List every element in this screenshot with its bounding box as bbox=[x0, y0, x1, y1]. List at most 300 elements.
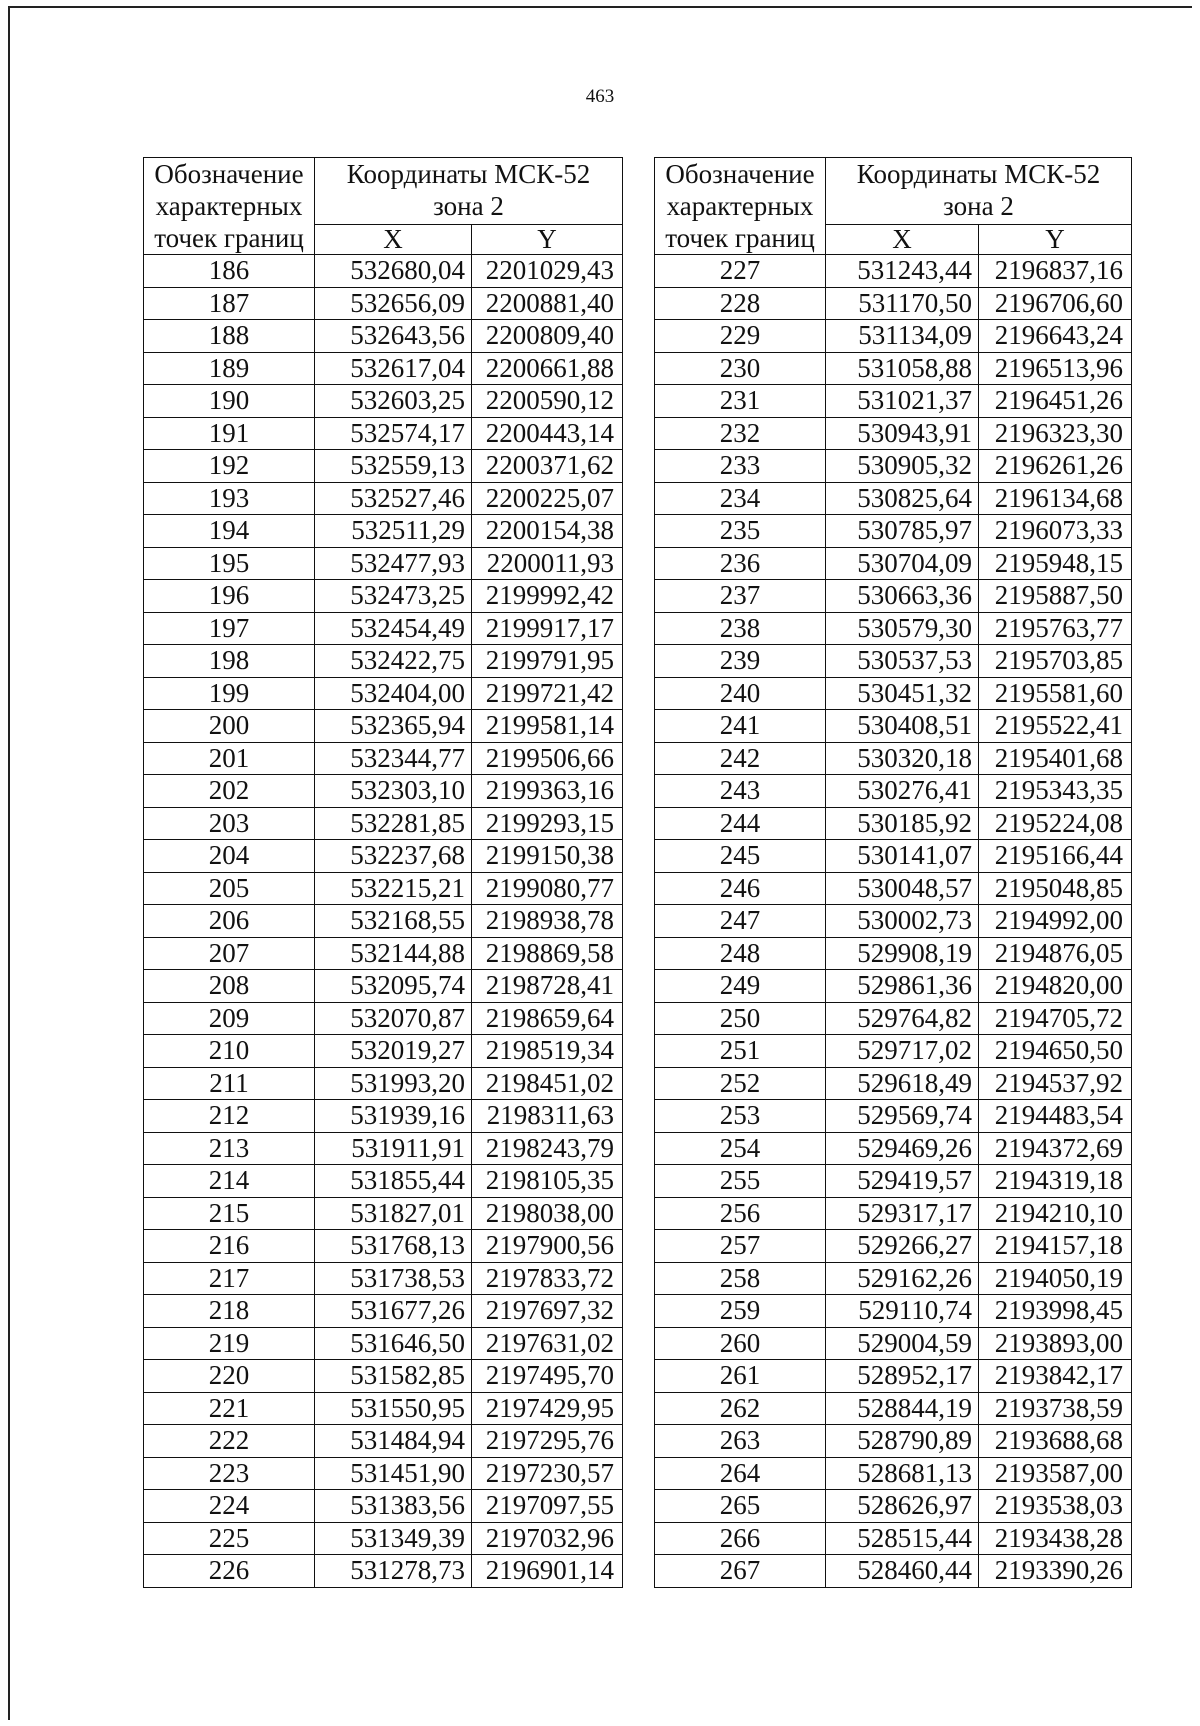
table-row bbox=[655, 287, 1132, 320]
table-row bbox=[655, 742, 1132, 775]
point-id-cell: 232 bbox=[655, 417, 826, 450]
point-id-cell: 224 bbox=[144, 1490, 315, 1523]
point-id-cell: 238 bbox=[655, 612, 826, 645]
y-coordinate-cell: 2198869,58 bbox=[472, 937, 623, 970]
point-id-cell: 213 bbox=[144, 1132, 315, 1165]
point-id-cell: 204 bbox=[144, 840, 315, 873]
y-coordinate-cell: 2198728,41 bbox=[472, 970, 623, 1003]
y-coordinate-cell: 2197697,32 bbox=[472, 1295, 623, 1328]
y-coordinate-cell: 2193587,00 bbox=[979, 1457, 1132, 1490]
table-row bbox=[655, 547, 1132, 580]
x-coordinate-cell: 532070,87 bbox=[315, 1002, 472, 1035]
x-coordinate-cell: 528515,44 bbox=[826, 1522, 979, 1555]
point-id-cell: 234 bbox=[655, 482, 826, 515]
x-coordinate-cell: 532643,56 bbox=[315, 320, 472, 353]
point-id-cell: 237 bbox=[655, 580, 826, 613]
point-id-cell: 244 bbox=[655, 807, 826, 840]
header-coordinates: Координаты МСК-52 зона 2 bbox=[826, 158, 1132, 225]
y-coordinate-cell: 2199293,15 bbox=[472, 807, 623, 840]
table-row bbox=[655, 775, 1132, 808]
header-point-designation: Обозначение характерных точек границ bbox=[144, 158, 315, 255]
x-coordinate-cell: 529569,74 bbox=[826, 1100, 979, 1133]
table-row bbox=[655, 1165, 1132, 1198]
x-coordinate-cell: 531677,26 bbox=[315, 1295, 472, 1328]
x-coordinate-cell: 532237,68 bbox=[315, 840, 472, 873]
x-coordinate-cell: 532656,09 bbox=[315, 287, 472, 320]
y-coordinate-cell: 2194537,92 bbox=[979, 1067, 1132, 1100]
point-id-cell: 218 bbox=[144, 1295, 315, 1328]
table-row bbox=[144, 1392, 623, 1425]
point-id-cell: 252 bbox=[655, 1067, 826, 1100]
point-id-cell: 192 bbox=[144, 450, 315, 483]
point-id-cell: 242 bbox=[655, 742, 826, 775]
y-coordinate-cell: 2199363,16 bbox=[472, 775, 623, 808]
point-id-cell: 202 bbox=[144, 775, 315, 808]
point-id-cell: 264 bbox=[655, 1457, 826, 1490]
point-id-cell: 250 bbox=[655, 1002, 826, 1035]
x-coordinate-cell: 532095,74 bbox=[315, 970, 472, 1003]
y-coordinate-cell: 2194820,00 bbox=[979, 970, 1132, 1003]
point-id-cell: 196 bbox=[144, 580, 315, 613]
y-coordinate-cell: 2198659,64 bbox=[472, 1002, 623, 1035]
y-coordinate-cell: 2193842,17 bbox=[979, 1360, 1132, 1393]
table-row bbox=[655, 1392, 1132, 1425]
table-row bbox=[144, 742, 623, 775]
x-coordinate-cell: 529266,27 bbox=[826, 1230, 979, 1263]
table-row bbox=[144, 872, 623, 905]
y-coordinate-cell: 2200443,14 bbox=[472, 417, 623, 450]
x-coordinate-cell: 531768,13 bbox=[315, 1230, 472, 1263]
y-coordinate-cell: 2200225,07 bbox=[472, 482, 623, 515]
table-row bbox=[144, 1425, 623, 1458]
x-coordinate-cell: 531827,01 bbox=[315, 1197, 472, 1230]
y-coordinate-cell: 2198451,02 bbox=[472, 1067, 623, 1100]
x-coordinate-cell: 530408,51 bbox=[826, 710, 979, 743]
table-row bbox=[655, 872, 1132, 905]
x-coordinate-cell: 532168,55 bbox=[315, 905, 472, 938]
x-coordinate-cell: 531855,44 bbox=[315, 1165, 472, 1198]
y-coordinate-cell: 2199150,38 bbox=[472, 840, 623, 873]
y-coordinate-cell: 2195224,08 bbox=[979, 807, 1132, 840]
y-coordinate-cell: 2195343,35 bbox=[979, 775, 1132, 808]
point-id-cell: 203 bbox=[144, 807, 315, 840]
table-row bbox=[144, 775, 623, 808]
y-coordinate-cell: 2195401,68 bbox=[979, 742, 1132, 775]
header-y: Y bbox=[472, 225, 623, 255]
table-row bbox=[144, 1002, 623, 1035]
point-id-cell: 248 bbox=[655, 937, 826, 970]
x-coordinate-cell: 532365,94 bbox=[315, 710, 472, 743]
x-coordinate-cell: 530943,91 bbox=[826, 417, 979, 450]
table-row bbox=[655, 580, 1132, 613]
point-id-cell: 227 bbox=[655, 255, 826, 288]
y-coordinate-cell: 2197495,70 bbox=[472, 1360, 623, 1393]
point-id-cell: 256 bbox=[655, 1197, 826, 1230]
point-id-cell: 253 bbox=[655, 1100, 826, 1133]
table-row bbox=[144, 450, 623, 483]
x-coordinate-cell: 532303,10 bbox=[315, 775, 472, 808]
table-row bbox=[144, 1165, 623, 1198]
y-coordinate-cell: 2200011,93 bbox=[472, 547, 623, 580]
point-id-cell: 226 bbox=[144, 1555, 315, 1588]
y-coordinate-cell: 2194483,54 bbox=[979, 1100, 1132, 1133]
point-id-cell: 236 bbox=[655, 547, 826, 580]
x-coordinate-cell: 531170,50 bbox=[826, 287, 979, 320]
y-coordinate-cell: 2193688,68 bbox=[979, 1425, 1132, 1458]
y-coordinate-cell: 2197833,72 bbox=[472, 1262, 623, 1295]
y-coordinate-cell: 2196261,26 bbox=[979, 450, 1132, 483]
x-coordinate-cell: 532680,04 bbox=[315, 255, 472, 288]
x-coordinate-cell: 528952,17 bbox=[826, 1360, 979, 1393]
table-row bbox=[655, 1490, 1132, 1523]
table-row bbox=[144, 1327, 623, 1360]
x-coordinate-cell: 531349,39 bbox=[315, 1522, 472, 1555]
table-row bbox=[144, 255, 623, 288]
table-row bbox=[144, 677, 623, 710]
page-number: 463 bbox=[585, 86, 615, 107]
y-coordinate-cell: 2199917,17 bbox=[472, 612, 623, 645]
x-coordinate-cell: 529618,49 bbox=[826, 1067, 979, 1100]
table-row bbox=[655, 1100, 1132, 1133]
table-row bbox=[144, 1035, 623, 1068]
table-row bbox=[655, 450, 1132, 483]
point-id-cell: 257 bbox=[655, 1230, 826, 1263]
x-coordinate-cell: 529469,26 bbox=[826, 1132, 979, 1165]
header-x: X bbox=[826, 225, 979, 255]
x-coordinate-cell: 531134,09 bbox=[826, 320, 979, 353]
y-coordinate-cell: 2193998,45 bbox=[979, 1295, 1132, 1328]
point-id-cell: 259 bbox=[655, 1295, 826, 1328]
x-coordinate-cell: 532404,00 bbox=[315, 677, 472, 710]
x-coordinate-cell: 532344,77 bbox=[315, 742, 472, 775]
x-coordinate-cell: 532473,25 bbox=[315, 580, 472, 613]
x-coordinate-cell: 531939,16 bbox=[315, 1100, 472, 1133]
header-y: Y bbox=[979, 225, 1132, 255]
point-id-cell: 199 bbox=[144, 677, 315, 710]
y-coordinate-cell: 2195703,85 bbox=[979, 645, 1132, 678]
x-coordinate-cell: 528681,13 bbox=[826, 1457, 979, 1490]
point-id-cell: 247 bbox=[655, 905, 826, 938]
x-coordinate-cell: 529861,36 bbox=[826, 970, 979, 1003]
table-row bbox=[655, 385, 1132, 418]
table-row bbox=[655, 320, 1132, 353]
x-coordinate-cell: 531550,95 bbox=[315, 1392, 472, 1425]
point-id-cell: 217 bbox=[144, 1262, 315, 1295]
table-row bbox=[144, 1197, 623, 1230]
table-row bbox=[655, 807, 1132, 840]
point-id-cell: 241 bbox=[655, 710, 826, 743]
point-id-cell: 260 bbox=[655, 1327, 826, 1360]
table-row bbox=[655, 1295, 1132, 1328]
x-coordinate-cell: 528844,19 bbox=[826, 1392, 979, 1425]
point-id-cell: 221 bbox=[144, 1392, 315, 1425]
point-id-cell: 195 bbox=[144, 547, 315, 580]
table-row bbox=[144, 937, 623, 970]
x-coordinate-cell: 532617,04 bbox=[315, 352, 472, 385]
y-coordinate-cell: 2196706,60 bbox=[979, 287, 1132, 320]
y-coordinate-cell: 2200661,88 bbox=[472, 352, 623, 385]
y-coordinate-cell: 2194372,69 bbox=[979, 1132, 1132, 1165]
table-row bbox=[144, 710, 623, 743]
x-coordinate-cell: 530002,73 bbox=[826, 905, 979, 938]
x-coordinate-cell: 531993,20 bbox=[315, 1067, 472, 1100]
y-coordinate-cell: 2196073,33 bbox=[979, 515, 1132, 548]
x-coordinate-cell: 529419,57 bbox=[826, 1165, 979, 1198]
table-row bbox=[144, 1295, 623, 1328]
table-row bbox=[655, 1197, 1132, 1230]
table-row bbox=[144, 1132, 623, 1165]
x-coordinate-cell: 531451,90 bbox=[315, 1457, 472, 1490]
point-id-cell: 191 bbox=[144, 417, 315, 450]
x-coordinate-cell: 529162,26 bbox=[826, 1262, 979, 1295]
table-row bbox=[655, 1555, 1132, 1588]
x-coordinate-cell: 529908,19 bbox=[826, 937, 979, 970]
table-row bbox=[655, 645, 1132, 678]
x-coordinate-cell: 532574,17 bbox=[315, 417, 472, 450]
x-coordinate-cell: 531383,56 bbox=[315, 1490, 472, 1523]
x-coordinate-cell: 532281,85 bbox=[315, 807, 472, 840]
y-coordinate-cell: 2195048,85 bbox=[979, 872, 1132, 905]
table-row bbox=[655, 710, 1132, 743]
y-coordinate-cell: 2200809,40 bbox=[472, 320, 623, 353]
y-coordinate-cell: 2198038,00 bbox=[472, 1197, 623, 1230]
table-row bbox=[144, 1457, 623, 1490]
x-coordinate-cell: 531738,53 bbox=[315, 1262, 472, 1295]
y-coordinate-cell: 2196837,16 bbox=[979, 255, 1132, 288]
point-id-cell: 225 bbox=[144, 1522, 315, 1555]
point-id-cell: 206 bbox=[144, 905, 315, 938]
x-coordinate-cell: 529317,17 bbox=[826, 1197, 979, 1230]
table-row bbox=[144, 1522, 623, 1555]
table-row bbox=[144, 1230, 623, 1263]
table-row bbox=[144, 385, 623, 418]
point-id-cell: 233 bbox=[655, 450, 826, 483]
point-id-cell: 190 bbox=[144, 385, 315, 418]
point-id-cell: 209 bbox=[144, 1002, 315, 1035]
point-id-cell: 198 bbox=[144, 645, 315, 678]
x-coordinate-cell: 530141,07 bbox=[826, 840, 979, 873]
point-id-cell: 220 bbox=[144, 1360, 315, 1393]
header-point-designation: Обозначение характерных точек границ bbox=[655, 158, 826, 255]
x-coordinate-cell: 531582,85 bbox=[315, 1360, 472, 1393]
point-id-cell: 193 bbox=[144, 482, 315, 515]
table-row bbox=[144, 1262, 623, 1295]
table-row bbox=[144, 905, 623, 938]
point-id-cell: 207 bbox=[144, 937, 315, 970]
x-coordinate-cell: 532215,21 bbox=[315, 872, 472, 905]
table-row bbox=[144, 840, 623, 873]
y-coordinate-cell: 2195948,15 bbox=[979, 547, 1132, 580]
x-coordinate-cell: 528790,89 bbox=[826, 1425, 979, 1458]
y-coordinate-cell: 2196643,24 bbox=[979, 320, 1132, 353]
y-coordinate-cell: 2200154,38 bbox=[472, 515, 623, 548]
y-coordinate-cell: 2199992,42 bbox=[472, 580, 623, 613]
table-row bbox=[655, 677, 1132, 710]
x-coordinate-cell: 532527,46 bbox=[315, 482, 472, 515]
table-row bbox=[655, 515, 1132, 548]
x-coordinate-cell: 529110,74 bbox=[826, 1295, 979, 1328]
y-coordinate-cell: 2194650,50 bbox=[979, 1035, 1132, 1068]
y-coordinate-cell: 2197097,55 bbox=[472, 1490, 623, 1523]
y-coordinate-cell: 2199721,42 bbox=[472, 677, 623, 710]
y-coordinate-cell: 2197900,56 bbox=[472, 1230, 623, 1263]
y-coordinate-cell: 2193893,00 bbox=[979, 1327, 1132, 1360]
x-coordinate-cell: 530704,09 bbox=[826, 547, 979, 580]
x-coordinate-cell: 530320,18 bbox=[826, 742, 979, 775]
table-row bbox=[144, 515, 623, 548]
coordinates-table-left bbox=[143, 157, 623, 1588]
x-coordinate-cell: 529717,02 bbox=[826, 1035, 979, 1068]
table-row bbox=[655, 937, 1132, 970]
point-id-cell: 262 bbox=[655, 1392, 826, 1425]
table-row bbox=[144, 320, 623, 353]
table-row bbox=[655, 905, 1132, 938]
table-row bbox=[655, 1067, 1132, 1100]
y-coordinate-cell: 2193538,03 bbox=[979, 1490, 1132, 1523]
y-coordinate-cell: 2199791,95 bbox=[472, 645, 623, 678]
y-coordinate-cell: 2197429,95 bbox=[472, 1392, 623, 1425]
x-coordinate-cell: 531058,88 bbox=[826, 352, 979, 385]
y-coordinate-cell: 2193390,26 bbox=[979, 1555, 1132, 1588]
y-coordinate-cell: 2195166,44 bbox=[979, 840, 1132, 873]
y-coordinate-cell: 2194210,10 bbox=[979, 1197, 1132, 1230]
table-row bbox=[655, 417, 1132, 450]
table-row bbox=[655, 1132, 1132, 1165]
y-coordinate-cell: 2198105,35 bbox=[472, 1165, 623, 1198]
point-id-cell: 239 bbox=[655, 645, 826, 678]
table-row bbox=[144, 482, 623, 515]
table-row bbox=[144, 352, 623, 385]
point-id-cell: 263 bbox=[655, 1425, 826, 1458]
x-coordinate-cell: 532477,93 bbox=[315, 547, 472, 580]
table-row bbox=[144, 287, 623, 320]
table-row bbox=[144, 1360, 623, 1393]
x-coordinate-cell: 532559,13 bbox=[315, 450, 472, 483]
table-row bbox=[655, 1327, 1132, 1360]
y-coordinate-cell: 2199080,77 bbox=[472, 872, 623, 905]
y-coordinate-cell: 2196134,68 bbox=[979, 482, 1132, 515]
x-coordinate-cell: 531911,91 bbox=[315, 1132, 472, 1165]
y-coordinate-cell: 2199506,66 bbox=[472, 742, 623, 775]
point-id-cell: 251 bbox=[655, 1035, 826, 1068]
x-coordinate-cell: 531646,50 bbox=[315, 1327, 472, 1360]
point-id-cell: 235 bbox=[655, 515, 826, 548]
table-row bbox=[144, 417, 623, 450]
point-id-cell: 219 bbox=[144, 1327, 315, 1360]
table-row bbox=[655, 612, 1132, 645]
table-row bbox=[655, 840, 1132, 873]
table-row bbox=[144, 612, 623, 645]
x-coordinate-cell: 530276,41 bbox=[826, 775, 979, 808]
x-coordinate-cell: 532603,25 bbox=[315, 385, 472, 418]
y-coordinate-cell: 2194876,05 bbox=[979, 937, 1132, 970]
table-row bbox=[655, 1262, 1132, 1295]
table-row bbox=[144, 645, 623, 678]
header-coordinates: Координаты МСК-52 зона 2 bbox=[315, 158, 623, 225]
point-id-cell: 186 bbox=[144, 255, 315, 288]
x-coordinate-cell: 530663,36 bbox=[826, 580, 979, 613]
table-row bbox=[655, 1522, 1132, 1555]
y-coordinate-cell: 2195887,50 bbox=[979, 580, 1132, 613]
point-id-cell: 255 bbox=[655, 1165, 826, 1198]
y-coordinate-cell: 2198243,79 bbox=[472, 1132, 623, 1165]
table-row bbox=[655, 352, 1132, 385]
table-row bbox=[144, 1067, 623, 1100]
table-row bbox=[655, 1002, 1132, 1035]
x-coordinate-cell: 532144,88 bbox=[315, 937, 472, 970]
point-id-cell: 189 bbox=[144, 352, 315, 385]
table-row bbox=[655, 255, 1132, 288]
table-row bbox=[144, 547, 623, 580]
header-x: X bbox=[315, 225, 472, 255]
y-coordinate-cell: 2201029,43 bbox=[472, 255, 623, 288]
point-id-cell: 245 bbox=[655, 840, 826, 873]
y-coordinate-cell: 2196901,14 bbox=[472, 1555, 623, 1588]
point-id-cell: 200 bbox=[144, 710, 315, 743]
point-id-cell: 194 bbox=[144, 515, 315, 548]
table-row bbox=[144, 807, 623, 840]
point-id-cell: 243 bbox=[655, 775, 826, 808]
point-id-cell: 229 bbox=[655, 320, 826, 353]
point-id-cell: 208 bbox=[144, 970, 315, 1003]
y-coordinate-cell: 2194705,72 bbox=[979, 1002, 1132, 1035]
table-row bbox=[144, 1100, 623, 1133]
table-row bbox=[655, 970, 1132, 1003]
x-coordinate-cell: 530825,64 bbox=[826, 482, 979, 515]
x-coordinate-cell: 530185,92 bbox=[826, 807, 979, 840]
y-coordinate-cell: 2194992,00 bbox=[979, 905, 1132, 938]
y-coordinate-cell: 2196513,96 bbox=[979, 352, 1132, 385]
y-coordinate-cell: 2194319,18 bbox=[979, 1165, 1132, 1198]
point-id-cell: 266 bbox=[655, 1522, 826, 1555]
table-row bbox=[655, 1457, 1132, 1490]
coordinates-table-right bbox=[654, 157, 1132, 1588]
x-coordinate-cell: 529004,59 bbox=[826, 1327, 979, 1360]
y-coordinate-cell: 2200881,40 bbox=[472, 287, 623, 320]
table-row bbox=[144, 1555, 623, 1588]
x-coordinate-cell: 532019,27 bbox=[315, 1035, 472, 1068]
y-coordinate-cell: 2198519,34 bbox=[472, 1035, 623, 1068]
point-id-cell: 240 bbox=[655, 677, 826, 710]
point-id-cell: 261 bbox=[655, 1360, 826, 1393]
point-id-cell: 223 bbox=[144, 1457, 315, 1490]
y-coordinate-cell: 2194050,19 bbox=[979, 1262, 1132, 1295]
point-id-cell: 212 bbox=[144, 1100, 315, 1133]
point-id-cell: 210 bbox=[144, 1035, 315, 1068]
point-id-cell: 249 bbox=[655, 970, 826, 1003]
point-id-cell: 228 bbox=[655, 287, 826, 320]
y-coordinate-cell: 2200590,12 bbox=[472, 385, 623, 418]
x-coordinate-cell: 532511,29 bbox=[315, 515, 472, 548]
y-coordinate-cell: 2196323,30 bbox=[979, 417, 1132, 450]
table-row bbox=[655, 1360, 1132, 1393]
point-id-cell: 214 bbox=[144, 1165, 315, 1198]
x-coordinate-cell: 528460,44 bbox=[826, 1555, 979, 1588]
point-id-cell: 215 bbox=[144, 1197, 315, 1230]
table-row bbox=[144, 1490, 623, 1523]
table-row bbox=[655, 1425, 1132, 1458]
point-id-cell: 231 bbox=[655, 385, 826, 418]
x-coordinate-cell: 530537,53 bbox=[826, 645, 979, 678]
x-coordinate-cell: 531278,73 bbox=[315, 1555, 472, 1588]
point-id-cell: 222 bbox=[144, 1425, 315, 1458]
table-body-right bbox=[655, 255, 1132, 1588]
point-id-cell: 246 bbox=[655, 872, 826, 905]
table-row bbox=[144, 580, 623, 613]
table-row bbox=[655, 1230, 1132, 1263]
x-coordinate-cell: 530579,30 bbox=[826, 612, 979, 645]
y-coordinate-cell: 2193438,28 bbox=[979, 1522, 1132, 1555]
